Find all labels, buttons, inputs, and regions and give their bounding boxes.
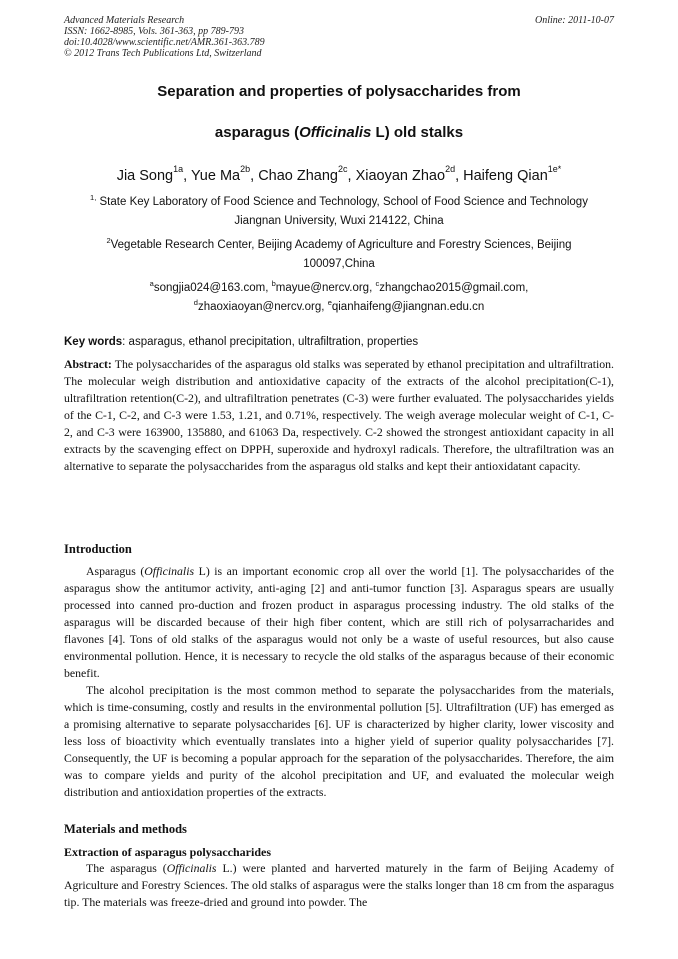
paper-title-line-1: Separation and properties of polysaccharides from	[157, 83, 521, 100]
email-link[interactable]: qianhaifeng@jiangnan.edu.cn	[331, 301, 485, 313]
affiliation-sup: 2	[106, 236, 111, 245]
paragraph-italic: Officinalis	[166, 861, 217, 875]
keywords-label: Key words	[64, 336, 123, 348]
email-link[interactable]: songjia024@163.com,	[153, 282, 272, 294]
paragraph-text: Asparagus (	[86, 564, 145, 578]
abstract-label: Abstract:	[64, 357, 112, 371]
copyright-line: © 2012 Trans Tech Publications Ltd, Switzerland	[64, 48, 262, 59]
author-name: Haifeng Qian	[463, 168, 548, 184]
affiliation-text: Vegetable Research Center, Beijing Academy of Agriculture and Forestry Sciences, Beijing	[110, 239, 572, 251]
issn-line: ISSN: 1662-8985, Vols. 361-363, pp 789-793	[64, 26, 244, 37]
email-sup: e	[327, 298, 332, 307]
author-sup: 1e*	[547, 164, 562, 174]
abstract-text: The polysaccharides of the asparagus old stalks was seperated by ethanol precipitation and ultrafiltration. The molecular weigh distribution and antioxidative capacity of the extracts of the alcohol precipitation(C-1), ultrafiltration retention(C-2), and ultrafiltration penetrates (C-3) were further evaluated. The polysaccharides yields of the C-1, C-2, and C-3 were 1.53, 1.21, and 0.71%, respectively. The weigh average molecular weight of C-1, C-2, and C-3 were 163900, 135880, and 61063 Da, respectively. C-2 showed the strongest antioxidant capacity in all extracts by the scavenging effect on DPPH, superoxide and hydroxyl radicals. Therefore, the ultrafiltration was an alternative to separate the polysaccharides from the asparagus old stalks and kept their antioxidatant capacity.	[64, 357, 614, 473]
affiliation-text: 100097,China	[303, 258, 375, 270]
author-list	[64, 164, 614, 185]
online-date: Online: 2011-10-07	[535, 15, 614, 26]
paper-title-line-2	[64, 124, 614, 142]
author	[190, 164, 259, 184]
email-sup: d	[193, 298, 198, 307]
author-sup: 1a	[173, 164, 184, 174]
author-name: Xiaoyan Zhao	[355, 168, 446, 184]
author-sup: 2b	[240, 164, 251, 174]
author-sep: ,	[455, 168, 464, 184]
email-link[interactable]: zhangchao2015@gmail.com,	[379, 282, 529, 294]
affiliation-text: Jiangnan University, Wuxi 214122, China	[234, 215, 444, 227]
paragraph: The alcohol precipitation is the most common method to separate the polysaccharides from the materials, which is time-consuming, costly and results in the environmental pollution [5]. Ultrafiltration (UF) has emerged as a promising alternative to separate polysaccharides [6]. UF is characterized by higher clarity, lower viscosity and less loss of bioactivity which eventually translates into a higher yield of superior quality polysaccharides [7]. Consequently, the UF is becoming a popular approach for the separation of the polysaccharides. Therefore, the aim was to compare yields and purity of the alcohol precipitation and UF, and evaluated the molecular weigh distribution and antioxidation properties of the extracts.	[64, 683, 614, 799]
affiliation-2	[64, 236, 614, 274]
journal-name: Advanced Materials Research	[64, 15, 185, 26]
affiliation-sup: 1,	[90, 193, 97, 202]
author-sep: ,	[183, 168, 191, 184]
author-sup: 2d	[445, 164, 456, 174]
email-sup: c	[375, 279, 380, 288]
paragraph	[64, 563, 614, 682]
email-sup: b	[271, 279, 276, 288]
author-name: Yue Ma	[190, 168, 241, 184]
paragraph-text: L) is an important economic crop all over the world [1]. The polysaccharides of the asparagus show the antitumor activity, anti-aging [2] and anti-tumor function [3]. Asparagus spears are usually processed into canned pro-duction and frozen product in asparagus processing industry. The old stalks of the asparagus will be discarded because of their high fiber content, which are still rich of polysarracharides and flavones [4]. Tons of old stalks of the asparagus would not only be a waste of useful resources, but also cause environmental pollution. Hence, it is necessary to recycle the old stalks of the asparagus because of their economic benefit.	[64, 564, 614, 680]
keywords	[64, 334, 614, 350]
email-link[interactable]: mayue@nercv.org,	[275, 282, 376, 294]
introduction-heading: Introduction	[64, 542, 132, 556]
methods-body	[64, 860, 614, 911]
author-name: Jia Song	[116, 168, 174, 184]
paragraph-text: L.) were planted and harverted maturely in the farm of Beijing Academy of Agriculture and Forestry Sciences. The old stalks of asparagus were the stalks longer than 18 cm from the asparagus tip. The materials was freeze-dried and ground into powder. The	[64, 861, 614, 909]
author	[463, 164, 562, 184]
title-text: asparagus (	[214, 124, 300, 141]
affiliation-1	[64, 193, 614, 231]
author-sep: ,	[250, 168, 259, 184]
journal-header	[64, 15, 614, 59]
email-link[interactable]: zhaoxiaoyan@nercv.org,	[197, 301, 328, 313]
title-italic: Officinalis	[299, 124, 372, 141]
email-list	[64, 279, 614, 317]
paragraph-italic: Officinalis	[144, 564, 195, 578]
author	[355, 164, 464, 184]
title-text: L) old stalks	[371, 124, 464, 141]
author-sup: 2c	[338, 164, 348, 174]
author	[258, 164, 356, 184]
keywords-text: : asparagus, ethanol precipitation, ultrafiltration, properties	[122, 336, 419, 348]
author-sep: ,	[347, 168, 356, 184]
affiliation-text: State Key Laboratory of Food Science and Technology, School of Food Science and Technology	[99, 196, 588, 208]
paragraph	[64, 860, 614, 911]
methods-heading: Materials and methods	[64, 822, 187, 836]
doi-line: doi:10.4028/www.scientific.net/AMR.361-363.789	[64, 37, 265, 48]
methods-subheading: Extraction of asparagus polysaccharides	[64, 845, 271, 859]
author-name: Chao Zhang	[258, 168, 338, 184]
email-sup: a	[149, 279, 154, 288]
abstract	[64, 356, 614, 475]
paragraph-text: The asparagus (	[86, 861, 167, 875]
introduction-body	[64, 563, 614, 801]
author	[116, 164, 191, 184]
